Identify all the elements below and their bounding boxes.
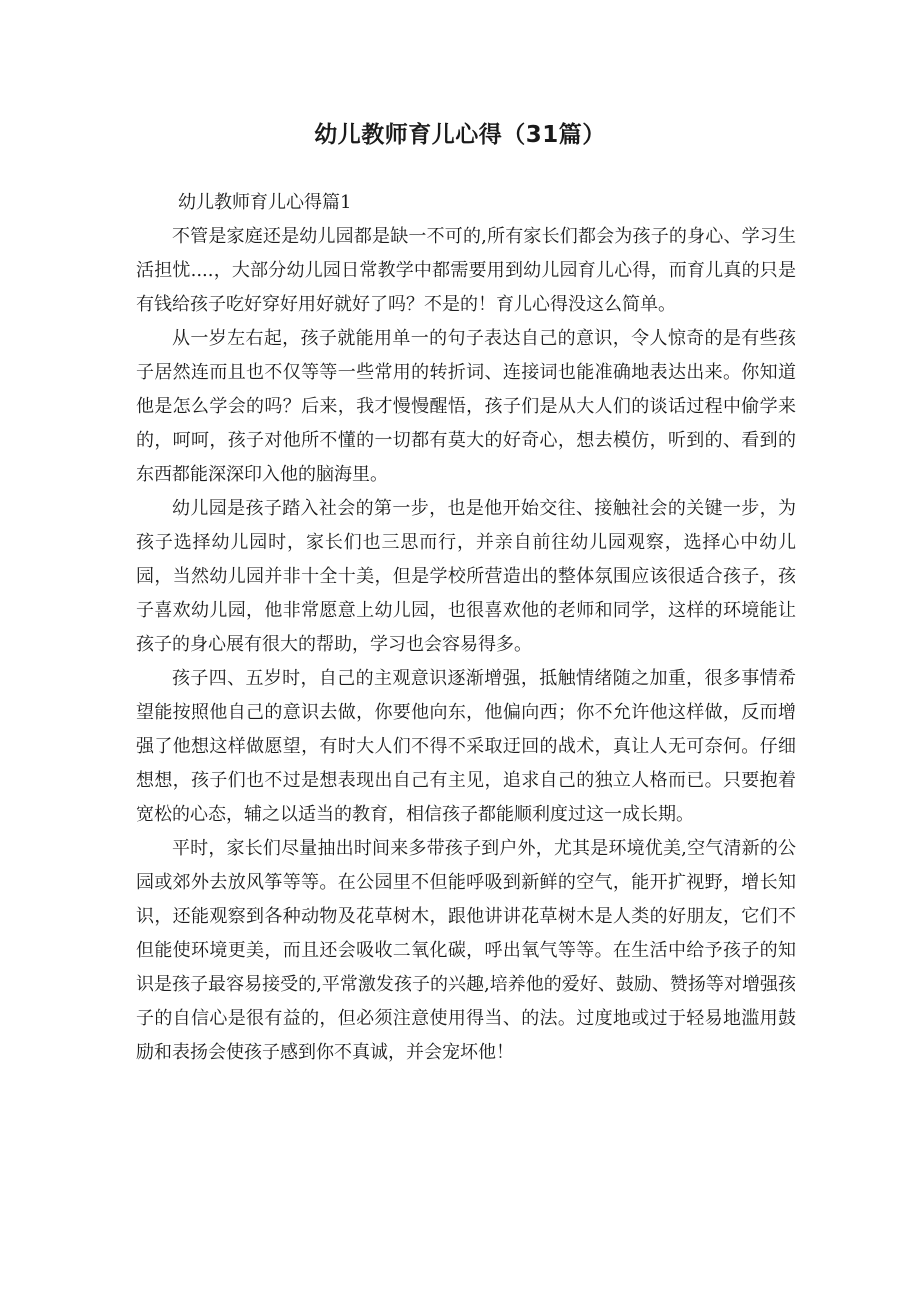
document-title: 幼儿教师育儿心得（31篇） [314, 122, 606, 148]
paragraph-5: 平时，家长们尽量抽出时间来多带孩子到户外，尤其是环境优美,空气清新的公园或郊外去放风筝等等。在公园里不但能呼吸到新鲜的空气，能开扩视野，增长知识，还能观察到各种动物及花草树木，跟他讲讲花草树木是人类的好朋友，它们不但能使环境更美，而且还会吸收二氧化碳，呼出氧气等等。在生活中给予孩子的知识是孩子最容易接受的,平常激发孩子的兴趣,培养他的爱好、鼓励、赞扬等对增强孩子的自信心是很有益的，但必须注意使用得当、的法。过度地或过于轻易地滥用鼓励和表扬会使孩子感到你不真诚，并会宠坏他！ [136, 838, 796, 1063]
document-body [136, 186, 796, 1070]
paragraph-2: 从一岁左右起，孩子就能用单一的句子表达自己的意识，令人惊奇的是有些孩子居然连而且也不仅等等一些常用的转折词、连接词也能准确地表达出来。你知道他是怎么学会的吗？后来，我才慢慢醒悟，孩子们是从大人们的谈话过程中偷学来的，呵呵，孩子对他所不懂的一切都有莫大的好奇心，想去模仿，听到的、看到的东西都能深深印入他的脑海里。 [136, 328, 796, 485]
paragraph-4: 孩子四、五岁时，自己的主观意识逐渐增强，抵触情绪随之加重，很多事情希望能按照他自己的意识去做，你要他向东，他偏向西；你不允许他这样做，反而增强了他想这样做愿望，有时大人们不得不采取迂回的战术，真让人无可奈何。仔细想想，孩子们也不过是想表现出自己有主见，追求自己的独立人格而已。只要抱着宽松的心态，辅之以适当的教育，相信孩子都能顺利度过这一成长期。 [136, 668, 796, 825]
section-heading: 幼儿教师育儿心得篇1 [178, 192, 352, 213]
paragraph-3: 幼儿园是孩子踏入社会的第一步，也是他开始交往、接触社会的关键一步，为孩子选择幼儿园时，家长们也三思而行，并亲自前往幼儿园观察，选择心中幼儿园，当然幼儿园并非十全十美，但是学校所营造出的整体氛围应该很适合孩子，孩子喜欢幼儿园，他非常愿意上幼儿园，也很喜欢他的老师和同学，这样的环境能让孩子的身心展有很大的帮助，学习也会容易得多。 [136, 498, 796, 655]
paragraph-1: 不管是家庭还是幼儿园都是缺一不可的,所有家长们都会为孩子的身心、学习生活担忧....，大部分幼儿园日常教学中都需要用到幼儿园育儿心得，而育儿真的只是有钱给孩子吃好穿好用好就好了吗？不是的！育儿心得没这么简单。 [136, 226, 796, 315]
